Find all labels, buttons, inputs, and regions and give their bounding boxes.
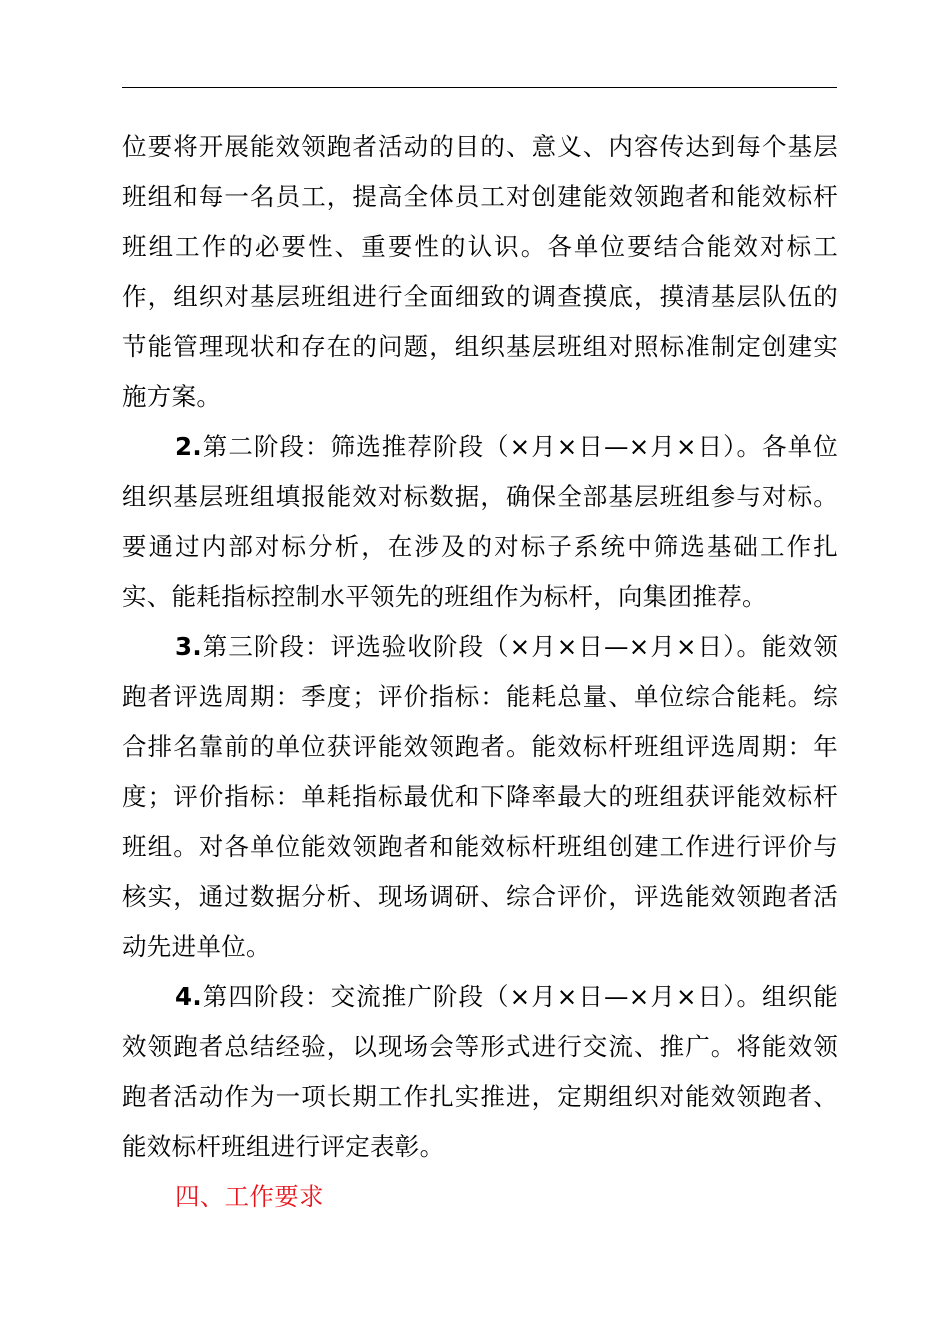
paragraph-stage-2 bbox=[122, 422, 838, 622]
paragraph-text: 第四阶段：交流推广阶段（×月×日—×月×日）。组织能效领跑者总结经验，以现场会等形式进行交流、推广。将能效领跑者活动作为一项长期工作扎实推进，定期组织对能效领跑者、能效标杆班组进行评定表彰。 bbox=[122, 982, 838, 1161]
paragraph-number: 3. bbox=[175, 632, 202, 661]
header-rule bbox=[122, 87, 837, 88]
paragraph-stage-3 bbox=[122, 622, 838, 972]
paragraph-number: 4. bbox=[175, 982, 202, 1011]
paragraph-number: 2. bbox=[175, 432, 202, 461]
paragraph-text: 第二阶段：筛选推荐阶段（×月×日—×月×日）。各单位组织基层班组填报能效对标数据，确保全部基层班组参与对标。要通过内部对标分析，在涉及的对标子系统中筛选基础工作扎实、能耗指标控制水平领先的班组作为标杆，向集团推荐。 bbox=[122, 432, 838, 611]
paragraph-text: 第三阶段：评选验收阶段（×月×日—×月×日）。能效领跑者评选周期：季度；评价指标：能耗总量、单位综合能耗。综合排名靠前的单位获评能效领跑者。能效标杆班组评选周期：年度；评价指标：单耗指标最优和下降率最大的班组获评能效标杆班组。对各单位能效领跑者和能效标杆班组创建工作进行评价与核实，通过数据分析、现场调研、综合评价，评选能效领跑者活动先进单位。 bbox=[122, 632, 838, 961]
paragraph-text: 位要将开展能效领跑者活动的目的、意义、内容传达到每个基层班组和每一名员工，提高全体员工对创建能效领跑者和能效标杆班组工作的必要性、重要性的认识。各单位要结合能效对标工作，组织对基层班组进行全面细致的调查摸底，摸清基层队伍的节能管理现状和存在的问题，组织基层班组对照标准制定创建实施方案。 bbox=[122, 132, 838, 411]
paragraph-stage-4 bbox=[122, 972, 838, 1172]
paragraph-continued bbox=[122, 122, 838, 422]
document-body bbox=[122, 122, 838, 1222]
section-heading: 四、工作要求 bbox=[175, 1182, 324, 1211]
